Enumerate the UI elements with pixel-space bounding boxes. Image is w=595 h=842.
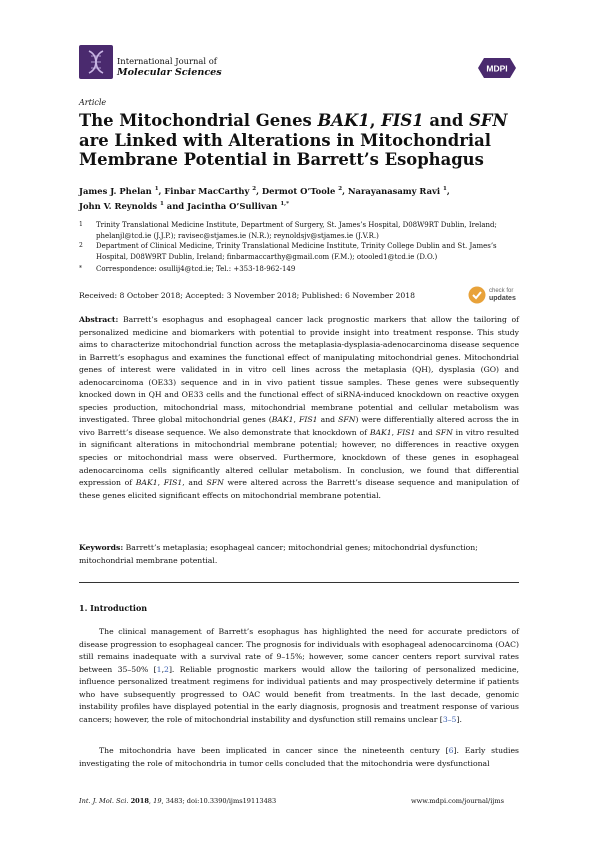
affiliation-1: 1 Trinity Translational Medicine Institute, Department of Surgery, St. James’s Hospital, D08W9RT Dublin, Ireland; phelanjl@tcd.ie (J.J.P.); ravisec@stjames.ie (N.R.); reynoldsjv@stjames.ie (J.V.R.) — [79, 221, 497, 240]
article-type: Article — [79, 98, 107, 107]
author-name: Finbar MacCarthy — [164, 185, 250, 196]
author-name: Jacintha O’Sullivan — [187, 200, 278, 211]
author-name: John V. Reynolds — [79, 200, 158, 211]
author-name: James J. Phelan — [79, 185, 152, 196]
journal-name-line2: Molecular Sciences — [117, 67, 222, 78]
author-name: Dermot O’Toole — [261, 185, 336, 196]
mdpi-logo-text: MDPI — [486, 63, 508, 74]
journal-logo-icon — [79, 45, 113, 79]
mdpi-logo — [478, 58, 516, 78]
divider — [79, 582, 519, 583]
correspondence: * Correspondence: osullij4@tcd.ie; Tel.: +353-18-962-149 — [79, 265, 296, 273]
abstract: Abstract: Barrett’s esophagus and esophageal cancer lack prognostic markers that allow the tailoring of personalized medicine and biomarkers with potential to provide insight into treatment response. This study aims to characterize mitochondrial function across the metaplasia-dysplasia-adenocarcinoma disease sequence in Barrett’s esophagus and examines the functional effect of manipulating mitochondrial genes. Mitochondrial genes of interest were validated in in vitro cell lines across the metaplasia (QH), dysplasia (GO) and adenocarcinoma (OE33) sequence and in in vivo patient tissue samples. These genes were subsequently knocked down in QH and OE33 cells and the functional effect of siRNA-induced knockdown on reactive oxygen species production, mitochondrial mass, mitochondrial membrane potential and cellular metabolism was investigated. Three global mitochondrial genes (BAK1, FIS1 and SFN) were differentially altered across the in vivo Barrett’s disease sequence. We also demonstrate that knockdown of BAK1, FIS1 and SFN in vitro resulted in significant alterations in mitochondrial membrane potential; however, no differences in reactive oxygen species or mitochondrial mass were observed. Furthermore, knockdown of these genes in esophageal adenocarcinoma cells significantly altered cellular metabolism. In conclusion, we found that differential expression of BAK1, FIS1, and SFN were altered across the Barrett’s disease sequence and manipulation of these genes elicited significant effects on mitochondrial membrane potential. — [79, 315, 520, 500]
affiliation-2: 2 Department of Clinical Medicine, Trinity Translational Medicine Institute, Trinity College Dublin and St. James’s Hospital, D08W9RT Dublin, Ireland; finbarmaccarthy@gmail.com (F.M.); otooled1@tcd.ie (D.O.) — [79, 242, 497, 261]
author-list: James J. Phelan $^1$, Finbar MacCarthy $^2$, Dermot O’Toole $^2$, Narayanasamy Ravi $^1$, John V. Reynolds $^1$ and Jacintha O’Sullivan $^{1,*}$ — [79, 185, 450, 211]
publication-dates: Received: 8 October 2018; Accepted: 3 November 2018; Published: 6 November 2018 — [79, 291, 416, 300]
keywords: Keywords: Barrett’s metaplasia; esophageal cancer; mitochondrial genes; mitochondrial dysfunction; mitochondrial membrane potential. — [79, 543, 478, 565]
citation-link[interactable]: 3–5 — [442, 714, 457, 724]
intro-paragraph-1: The clinical management of Barrett’s esophagus has highlighted the need for accurate predictors of disease progression to esophageal cancer. The prognosis for individuals with esophageal adenocarcinoma (OAC) still remains inadequate with a survival rate of 9–15%; however, some cancer centers report survival rates between 35–50% [1,2]. Reliable prognostic markers would allow the tailoring of personalized medicine, influence personalized treatment regimens for individual patients and may prospectively determine if patients who have subsequently progressed to OAC would benefit from treatments. In the last decade, genomic instability profiles have displayed potential in the early diagnosis, prognosis and treatment response of various cancers; however, the role of mitochondrial instability and dysfunction still remains unclear [3–5]. — [79, 627, 519, 724]
section-heading: 1. Introduction — [79, 603, 148, 613]
footer-citation: Int. J. Mol. Sci. 2018, 19, 3483; doi:10.3390/ijms19113483 — [79, 797, 277, 805]
citation-link[interactable]: 1 — [156, 664, 162, 674]
footer-journal-url[interactable]: www.mdpi.com/journal/ijms — [411, 797, 504, 805]
author-name: Narayanasamy Ravi — [347, 185, 441, 196]
check-for-updates-button[interactable]: check for updates — [468, 285, 520, 307]
intro-paragraph-2: The mitochondria have been implicated in cancer since the nineteenth century [6]. Early studies investigating the role of mitochondria in tumor cells concluded that the mitochondria were dysfunctional — [79, 746, 519, 768]
journal-name-line1: International Journal of — [117, 56, 217, 66]
citation-link[interactable]: 6 — [448, 746, 454, 755]
check-updates-icon — [468, 286, 486, 304]
citation-link[interactable]: 2 — [164, 664, 169, 674]
journal-name — [117, 56, 222, 78]
article-title: The Mitochondrial Genes BAK1, FIS1 and SFN are Linked with Alterations in Mitochondrial Membrane Potential in Barrett’s Esophagus — [79, 111, 508, 169]
